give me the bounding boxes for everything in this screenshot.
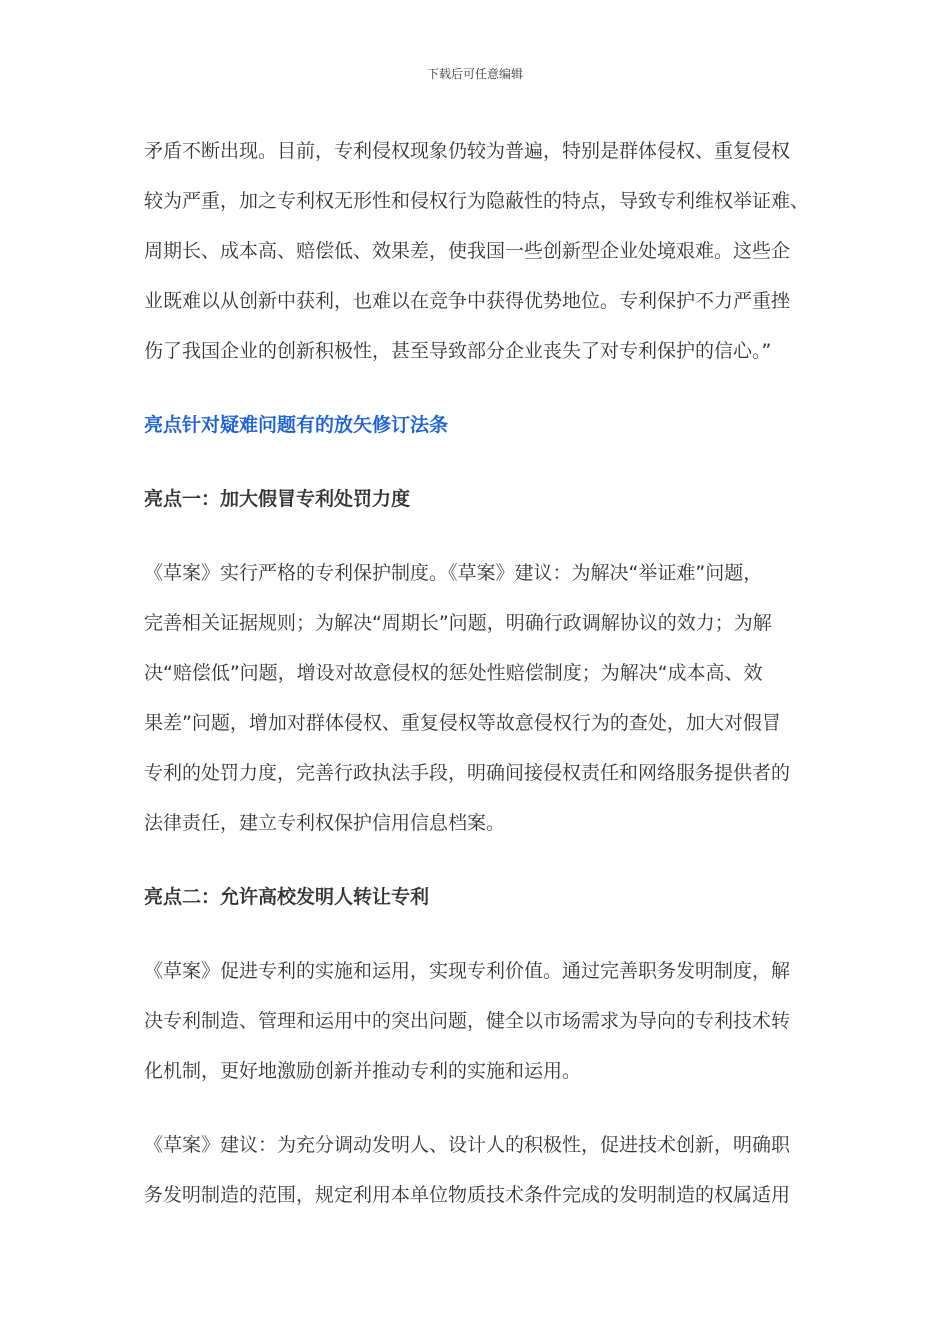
highlight-one-title: 亮点一：加大假冒专利处罚力度 xyxy=(144,488,411,510)
text-line: 完善相关证据规则；为解决“周期长”问题，明确行政调解协议的效力；为解 xyxy=(144,612,772,634)
text-line: 务发明制造的范围，规定利用本单位物质技术条件完成的发明制造的权属适用 xyxy=(144,1184,791,1206)
text-line: 矛盾不断出现。目前，专利侵权现象仍较为普遍，特别是群体侵权、重复侵权 xyxy=(144,140,791,162)
highlight-two-title: 亮点二：允许高校发明人转让专利 xyxy=(144,886,430,908)
text-line: 伤了我国企业的创新积极性，甚至导致部分企业丧失了对专利保护的信心。” xyxy=(144,340,772,362)
document-body xyxy=(144,126,810,1244)
paragraph-highlight-two-a xyxy=(144,946,804,1096)
text-line: 果差”问题，增加对群体侵权、重复侵权等故意侵权行为的查处，加大对假冒 xyxy=(144,712,781,734)
paragraph-highlight-one xyxy=(144,548,804,848)
text-line: 决“赔偿低”问题，增设对故意侵权的惩处性赔偿制度；为解决“成本高、效 xyxy=(144,662,763,684)
page-header: 下载后可任意编辑 xyxy=(426,67,523,81)
text-line: 《草案》实行严格的专利保护制度。《草案》建议：为解决“举证难”问题， xyxy=(144,562,763,584)
paragraph-highlight-two-b xyxy=(144,1120,804,1220)
text-line: 业既难以从创新中获利，也难以在竞争中获得优势地位。专利保护不力严重挫 xyxy=(144,290,791,312)
text-line: 《草案》促进专利的实施和运用，实现专利价值。通过完善职务发明制度，解 xyxy=(144,960,791,982)
text-line: 法律责任，建立专利权保护信用信息档案。 xyxy=(144,812,506,834)
text-line: 周期长、成本高、赔偿低、效果差，使我国一些创新型企业处境艰难。这些企 xyxy=(144,240,791,262)
section-title: 亮点针对疑难问题有的放矢修订法条 xyxy=(144,414,449,436)
text-line: 决专利制造、管理和运用中的突出问题，健全以市场需求为导向的专利技术转 xyxy=(144,1010,791,1032)
text-line: 较为严重，加之专利权无形性和侵权行为隐蔽性的特点，导致专利维权举证难、 xyxy=(144,190,810,212)
paragraph-intro xyxy=(144,126,810,376)
text-line: 化机制，更好地激励创新并推动专利的实施和运用。 xyxy=(144,1060,582,1082)
text-line: 《草案》建议：为充分调动发明人、设计人的积极性，促进技术创新，明确职 xyxy=(144,1134,791,1156)
text-line: 专利的处罚力度，完善行政执法手段，明确间接侵权责任和网络服务提供者的 xyxy=(144,762,791,784)
